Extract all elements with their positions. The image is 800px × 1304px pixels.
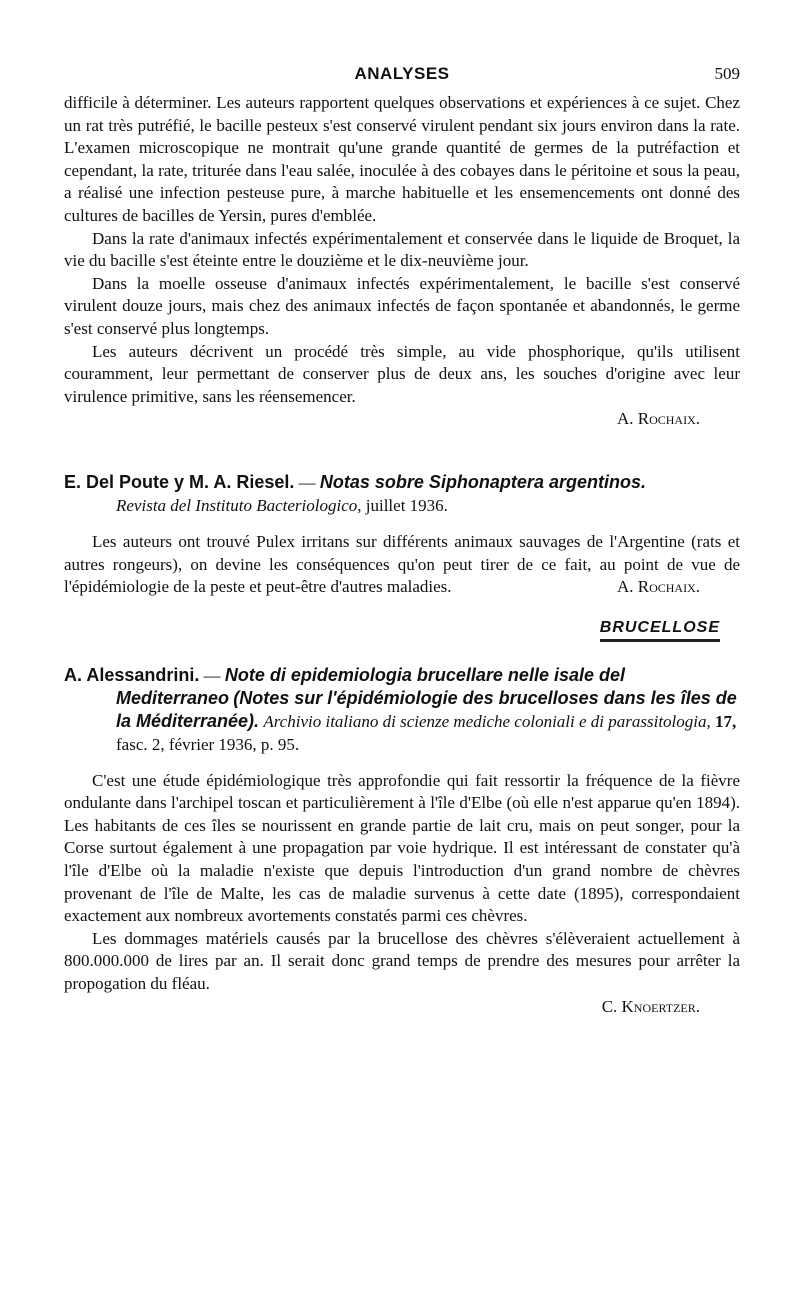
- page: [64, 64, 740, 1018]
- review-brucellose: [64, 664, 740, 1019]
- running-head: [64, 64, 740, 92]
- review1-paragraph-3: Dans la moelle osseuse d'animaux infectés expérimentalement, le bacille s'est conservé virulent douze jours, mais chez des animaux infectés de façon spontanée et abandonnés, le germe s'est conservé plus longtemps.: [64, 273, 740, 338]
- review3-title: Note di epidemiologia brucellare nelle isale del Mediterraneo: [116, 664, 625, 708]
- review3-volume: 17,: [715, 711, 737, 731]
- review3-paragraph-1: C'est une étude épidémiologique très approfondie qui fait ressortir la fréquence de la fièvre ondulante dans l'archipel toscan et particulièrement à l'île d'Elbe (où elle n'est apparue qu'en 1894). Les habitants de ces îles se nourissent en grande partie de lait cru, mais on peut songer, pour la Corse surtout également à une propagation par voie hydrique. Il est intéressant de constater qu'à l'île d'Elbe où la maladie n'existe que depuis l'introduction d'un grand nombre de chèvres provenant de l'île de Malte, les cas de maladie survenus à cette date (1895), correspondaient exactement aux nombreux avortements constatés parmi ces chèvres.: [64, 770, 740, 926]
- review3-details: fasc. 2, février 1936, p. 95.: [116, 734, 300, 754]
- review3-journal: Archivio italiano di scienze mediche coloniali e di parassitologia,: [263, 711, 711, 731]
- review-plague-conservation: [64, 92, 740, 431]
- review2-title: Notas sobre Siphonaptera argentinos.: [319, 471, 646, 492]
- section-heading-text: BRUCELLOSE: [600, 619, 720, 642]
- review2-body: Les auteurs ont trouvé Pulex irritans sur différents animaux sauvages de l'Argentine (rats et autres rongeurs), on devine les conséquences qu'on peut tirer de ce fait, au point de vue de l'épidémiologie de la peste et peut-être d'autres maladies. A. Rochaix.: [64, 531, 740, 599]
- review1-paragraph-2: Dans la rate d'animaux infectés expérimentalement et conservée dans le liquide de Broquet, la vie du bacille s'est éteinte entre le douzième et le dix-neuvième jour.: [64, 228, 740, 271]
- review2-authors: E. Del Poute y M. A. Riesel.: [64, 471, 295, 492]
- review3-signature: C. Knoertzer.: [601, 996, 700, 1016]
- review3-title-translation: (Notes sur l'épidémiologie des brucelloses dans les îles de la Méditerranée).: [116, 687, 737, 731]
- review3-authors: A. Alessandrini.: [64, 664, 200, 685]
- review2-citation: [64, 471, 740, 517]
- page-number: 509: [714, 64, 740, 83]
- review1-signature: A. Rochaix.: [616, 409, 700, 429]
- review3-dash: —: [199, 665, 225, 685]
- review2-dash: —: [294, 472, 320, 492]
- review2-date: juillet 1936.: [361, 495, 448, 515]
- review3-citation: [64, 664, 740, 756]
- section-heading: [64, 619, 740, 642]
- review1-paragraph-1: difficile à déterminer. Les auteurs rapportent quelques observations et expériences à ce sujet. Chez un rat très putréfié, le bacille pesteux s'est conservé virulent pendant six jours environ dans la rate. L'examen microscopique ne montrait qu'une grande quantité de germes de la putréfaction et cependant, la rate, triturée dans l'eau salée, inoculée à des cobayes dans le péritoine et sous la peau, a réalisé une infection pesteuse pure, à marche habituelle et les ensemencements ont donné des cultures de bacilles de Yersin, pures d'emblée.: [64, 93, 740, 225]
- review1-paragraph-4: Les auteurs décrivent un procédé très simple, au vide phosphorique, qu'ils utilisent couramment, leur permettant de conserver plus de deux ans, les souches d'origine avec leur virulence primitive, sans les réensemencer.: [64, 341, 740, 406]
- review2-signature: A. Rochaix.: [616, 577, 700, 597]
- review3-paragraph-2: Les dommages matériels causés par la brucellose des chèvres s'élèveraient actuellement à 800.000.000 de lires par an. Il serait donc grand temps de prendre des mesures pour arrêter la propogation du fléau.: [64, 928, 740, 994]
- review2-journal: Revista del Instituto Bacteriologico,: [116, 495, 362, 515]
- running-title: ANALYSES: [354, 64, 450, 83]
- review-siphonaptera: [64, 471, 740, 599]
